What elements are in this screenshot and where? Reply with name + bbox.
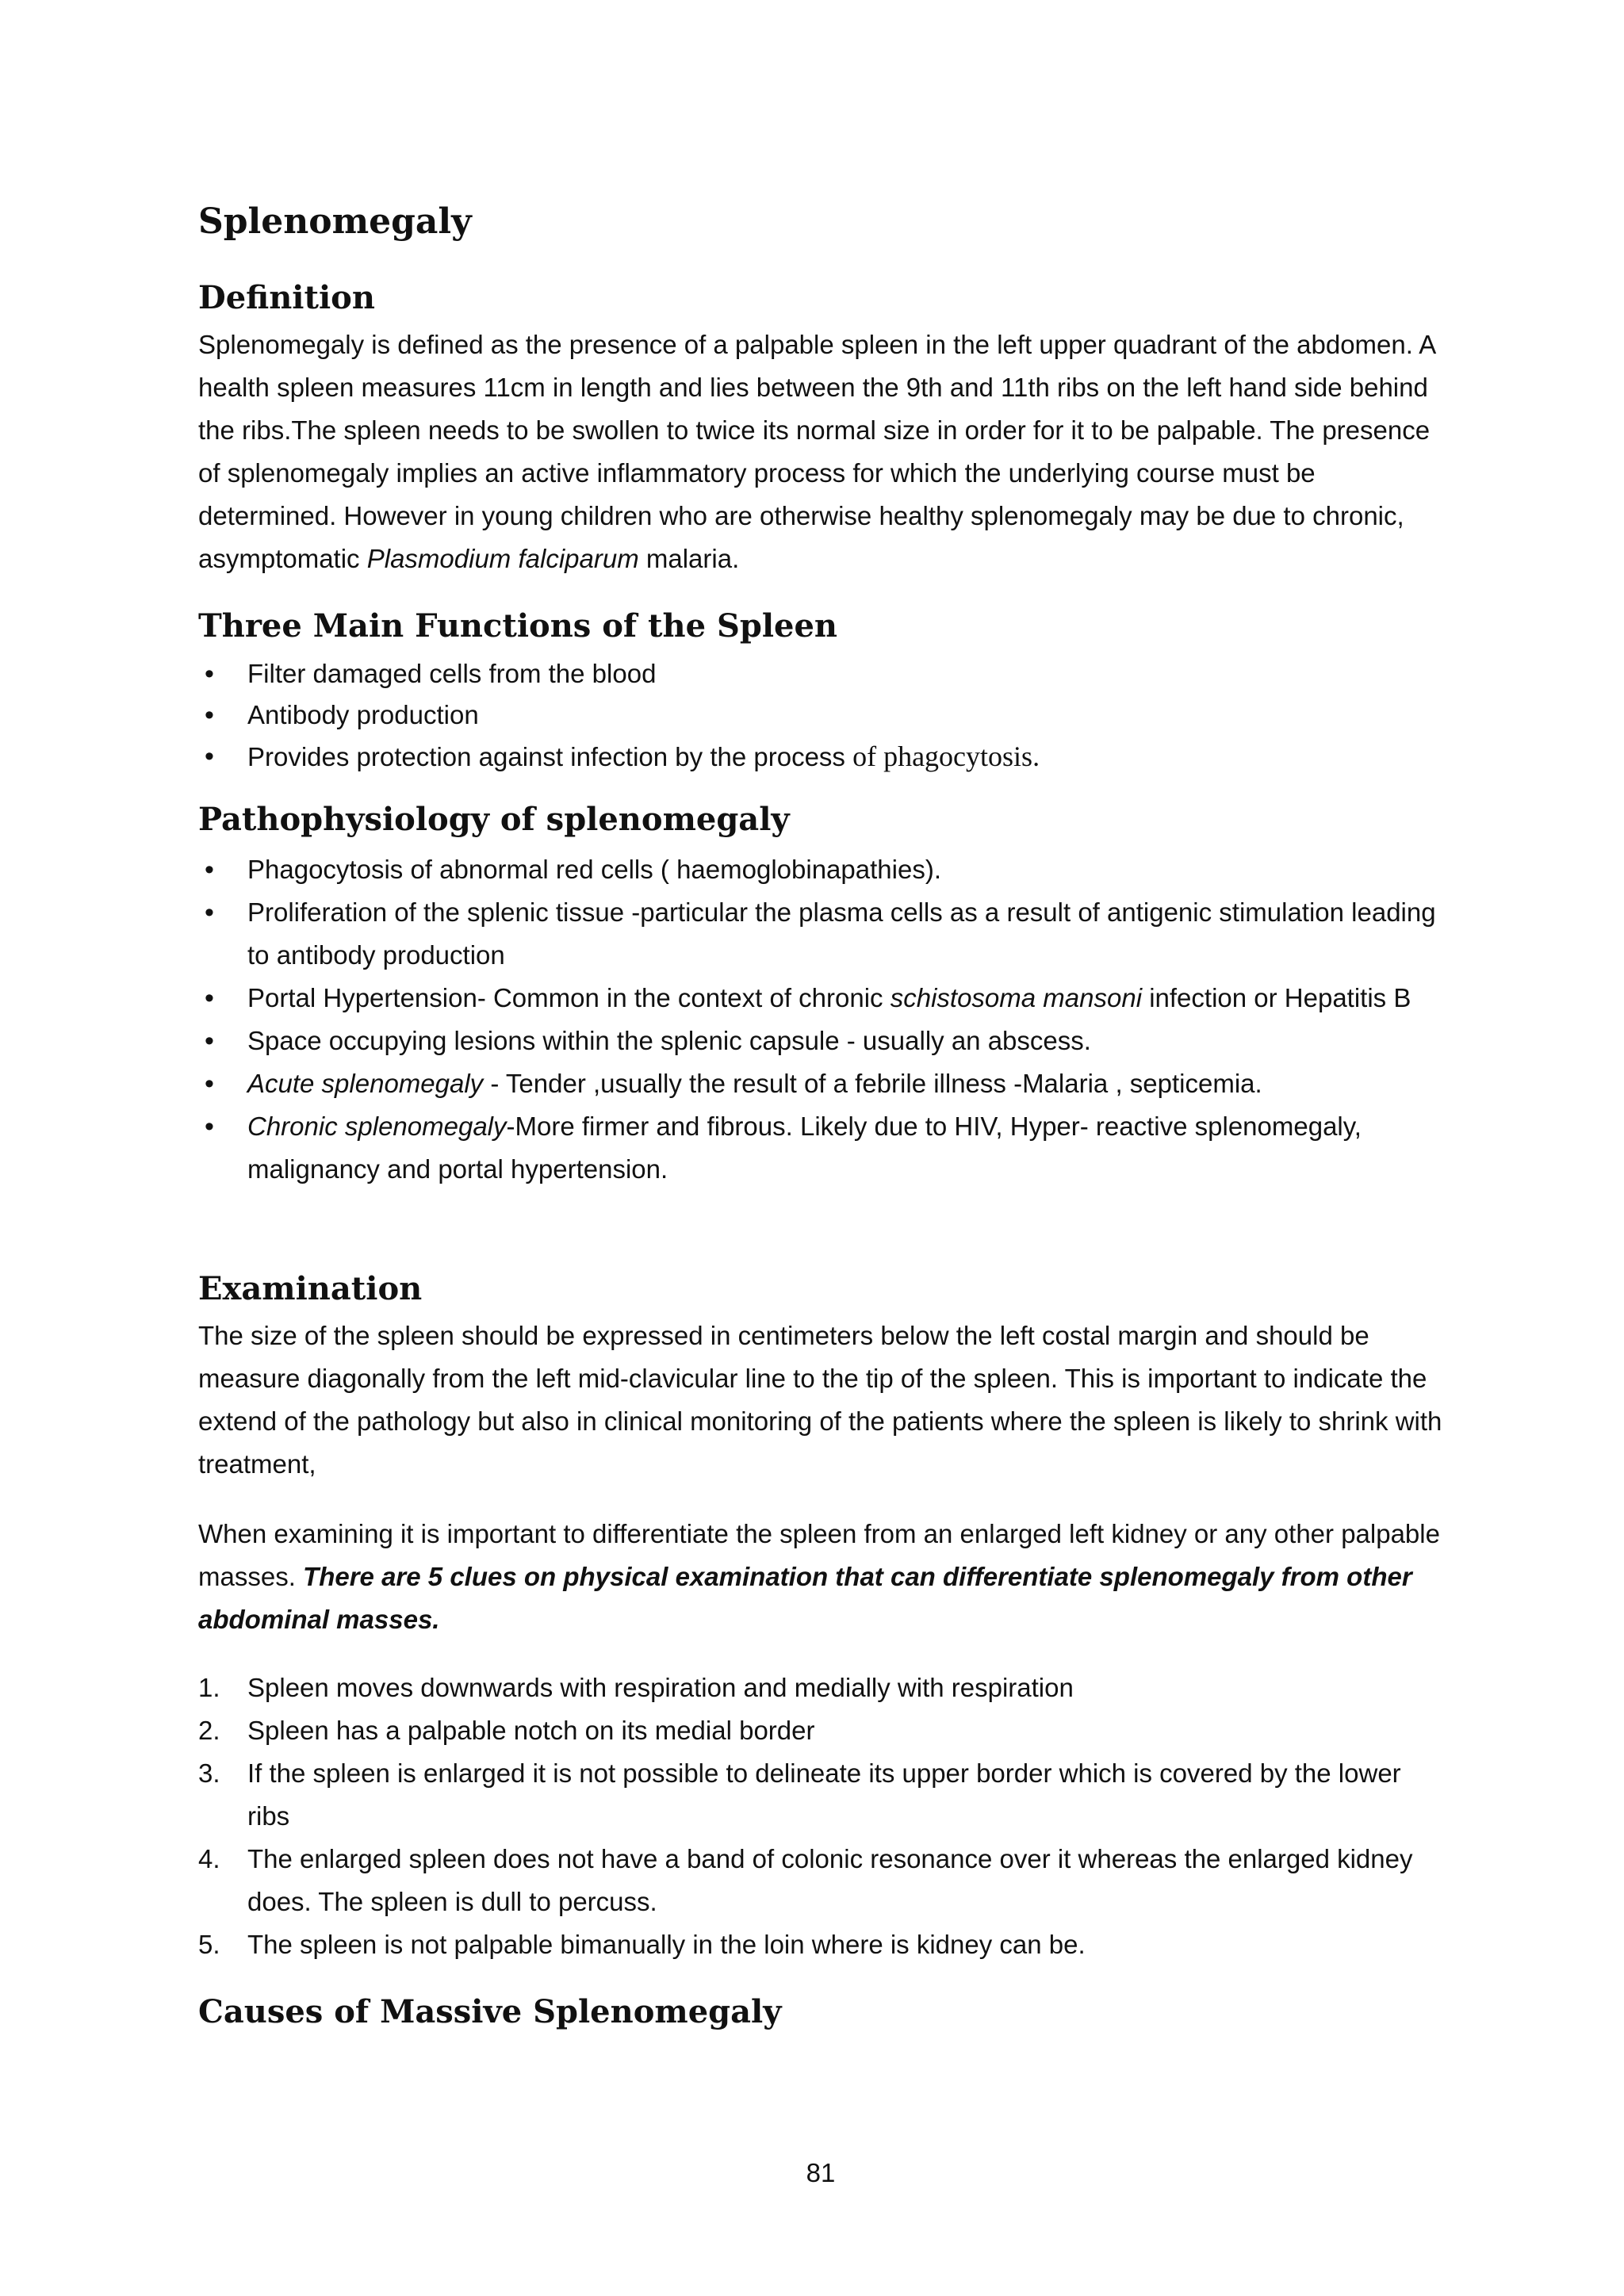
list-item-text-end: infection or Hepatitis B (1142, 983, 1411, 1012)
list-item (198, 1105, 1443, 1191)
list-item-text: -More firmer and fibrous. Likely due to HIV, Hyper- reactive splenomegaly, malignancy and portal hypertension. (247, 1112, 1362, 1184)
list-item-italic: Acute splenomegaly (247, 1069, 484, 1098)
list-item (198, 1923, 1443, 1966)
list-item-text: Proliferation of the splenic tissue -particular the plasma cells as a result of antigenic stimulation leading to antibody production (247, 897, 1436, 970)
list-item (198, 1752, 1443, 1838)
list-item-text: Filter damaged cells from the blood (247, 659, 657, 688)
list-item-number: 4. (198, 1844, 220, 1873)
list-item-text: Spleen has a palpable notch on its medial border (247, 1716, 815, 1745)
page-number: 81 (806, 2158, 836, 2187)
list-item-text: The spleen is not palpable bimanually in the loin where is kidney can be. (247, 1930, 1086, 1959)
examination-paragraph-text: When examining it is important to differentiate the spleen from an enlarged left kidney or any other palpable masses. (198, 1519, 1440, 1591)
list-item-text: Antibody production (247, 700, 479, 729)
list-item-text: Spleen moves downwards with respiration and medially with respiration (247, 1673, 1074, 1702)
list-item (198, 736, 1443, 778)
list-item-text: - Tender ,usually the result of a febrile illness -Malaria , septicemia. (483, 1069, 1262, 1098)
list-item (198, 1062, 1443, 1105)
definition-text: Splenomegaly is defined as the presence of a palpable spleen in the left upper quadrant of the abdomen. A health spleen measures 11cm in length and lies between the 9th and 11th ribs on the left hand side behind the ribs.The spleen needs to be swollen to twice its normal size in order for it to be palpable. The presence of splenomegaly implies an active inflammatory process for which the underlying course must be determined. However in young children who are otherwise healthy splenomegaly may be due to chronic, asymptomatic (198, 330, 1435, 573)
document-page (198, 0, 1443, 2296)
list-item-text-serif: of phagocytosis. (852, 740, 1040, 772)
page-title: Splenomegaly (198, 201, 472, 242)
list-item (198, 653, 1443, 695)
list-item (198, 1709, 1443, 1752)
list-item (198, 848, 1443, 891)
definition-paragraph (198, 323, 1443, 580)
list-item-number: 3. (198, 1758, 220, 1788)
list-item-text: Space occupying lesions within the splenic capsule - usually an abscess. (247, 1026, 1091, 1055)
list-item (198, 891, 1443, 977)
pathophysiology-list (198, 848, 1443, 1191)
examination-emphasis: There are 5 clues on physical examination that can differentiate splenomegaly from other abdominal masses. (198, 1562, 1412, 1634)
examination-heading: Examination (198, 1270, 423, 1307)
pathophysiology-heading: Pathophysiology of splenomegaly (198, 801, 790, 838)
list-item-text: Provides protection against infection by the process (247, 742, 853, 771)
functions-heading: Three Main Functions of the Spleen (198, 607, 838, 645)
definition-italic-organism: Plasmodium falciparum (366, 544, 639, 573)
causes-heading: Causes of Massive Splenomegaly (198, 1993, 782, 2030)
examination-paragraph-1: The size of the spleen should be expressed in centimeters below the left costal margin and should be measure diagonally from the left mid-clavicular line to the tip of the spleen. This is important to indicate the extend of the pathology but also in clinical monitoring of the patients where the spleen is likely to shrink with treatment, (198, 1321, 1442, 1479)
definition-heading: Definition (198, 279, 375, 316)
list-item-text: If the spleen is enlarged it is not possible to delineate its upper border which is covered by the lower ribs (247, 1758, 1401, 1831)
definition-text-end: malaria. (638, 544, 740, 573)
list-item-number: 2. (198, 1716, 220, 1745)
list-item (198, 1838, 1443, 1923)
list-item (198, 1020, 1443, 1062)
list-item-italic: schistosoma mansoni (890, 983, 1143, 1012)
list-item-number: 1. (198, 1673, 220, 1702)
clues-list (198, 1667, 1443, 1966)
list-item (198, 977, 1443, 1020)
list-item-text: Phagocytosis of abnormal red cells ( haemoglobinapathies). (247, 855, 941, 884)
functions-list (198, 653, 1443, 778)
list-item-number: 5. (198, 1930, 220, 1959)
list-item (198, 695, 1443, 736)
list-item-text: Portal Hypertension- Common in the context of chronic (247, 983, 891, 1012)
list-item-italic: Chronic splenomegaly (247, 1112, 507, 1141)
examination-paragraph-2 (198, 1513, 1443, 1641)
list-item (198, 1667, 1443, 1709)
list-item-text: The enlarged spleen does not have a band of colonic resonance over it whereas the enlarged kidney does. The spleen is dull to percuss. (247, 1844, 1413, 1916)
